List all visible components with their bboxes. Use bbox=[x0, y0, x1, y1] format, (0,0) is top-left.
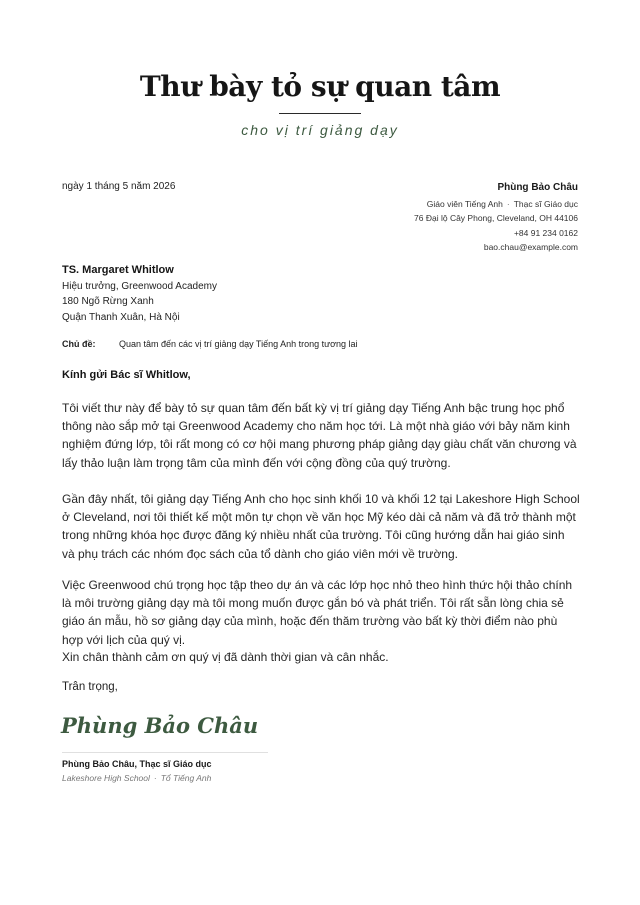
sender-credentials bbox=[414, 197, 578, 212]
subject-label: Chủ đề: bbox=[62, 339, 96, 349]
closing: Trân trọng, bbox=[62, 681, 118, 693]
recipient-name: TS. Margaret Whitlow bbox=[62, 264, 174, 276]
letter-date: ngày 1 tháng 5 năm 2026 bbox=[62, 181, 176, 192]
sender-phone: +84 91 234 0162 bbox=[513, 227, 578, 238]
body-paragraph-2: Gần đây nhất, tôi giảng dạy Tiếng Anh cho học sinh khối 10 và khối 12 tại Lakeshore High School ở Cleveland, nơi tôi thiết kế một môn tự chọn về văn học Mỹ kéo dài cả năm và đã trở thành một trong những khóa học được đăng ký nhiều nhất của trường. Tôi cũng hướng dẫn hai giáo sinh và phụ trách các nhóm đọc sách của tổ dành cho giáo viên mới về trường. bbox=[62, 492, 580, 561]
signature-department: Tổ Tiếng Anh bbox=[160, 773, 212, 783]
sender-degree: Thạc sĩ Giáo dục bbox=[513, 198, 578, 209]
handwritten-signature: Phùng Bảo Châu bbox=[61, 713, 259, 738]
recipient-line-2: 180 Ngõ Rừng Xanh bbox=[62, 296, 154, 307]
signature-name: Phùng Bảo Châu, Thạc sĩ Giáo dục bbox=[62, 759, 212, 769]
sender-title: Giáo viên Tiếng Anh bbox=[426, 198, 503, 209]
sender-name: Phùng Bảo Châu bbox=[497, 182, 578, 193]
letter-title: Thư bày tỏ sự quan tâm bbox=[139, 70, 501, 103]
separator-dot: · bbox=[153, 773, 157, 783]
greeting: Kính gửi Bác sĩ Whitlow, bbox=[62, 369, 191, 381]
signature-divider bbox=[62, 752, 268, 753]
body-paragraph-1: Tôi viết thư này để bày tỏ sự quan tâm đến bất kỳ vị trí giảng dạy Tiếng Anh bậc trung học phổ thông nào sắp mở tại Greenwood Academy cho năm học tới. Là một nhà giáo với bảy năm kinh nghiệm đứng lớp, tôi rất mong có cơ hội mang phương pháp giảng dạy giàu chất văn chương và lấy thảo luận làm trọng tâm của mình đến với cộng đồng của quý trường. bbox=[62, 401, 577, 470]
sender-block bbox=[414, 181, 578, 255]
sender-address: 76 Đại lộ Cây Phong, Cleveland, OH 44106 bbox=[414, 213, 578, 223]
title-divider bbox=[279, 113, 361, 114]
recipient-block bbox=[62, 263, 217, 325]
subject-text: Quan tâm đến các vị trí giảng dạy Tiếng Anh trong tương lai bbox=[119, 339, 358, 349]
separator-dot: · bbox=[506, 198, 510, 209]
body-paragraph-3: Việc Greenwood chú trọng học tập theo dự án và các lớp học nhỏ theo hình thức hội thảo chính là môi trường giảng dạy mà tôi mong muốn được gắn bó và phát triển. Tôi rất sẵn lòng chia sẻ giáo án mẫu, hồ sơ giảng dạy của mình, hoặc đến thăm trường vào bất kỳ thời điểm nào phù hợp với lịch của quý vị. bbox=[62, 578, 573, 647]
subject-line bbox=[62, 339, 358, 349]
letter-subtitle: cho vị trí giảng dạy bbox=[241, 122, 399, 138]
signature-school: Lakeshore High School bbox=[62, 773, 150, 783]
signature-affiliation bbox=[62, 773, 211, 783]
recipient-line-1: Hiệu trưởng, Greenwood Academy bbox=[62, 280, 217, 292]
body-paragraph-4: Xin chân thành cảm ơn quý vị đã dành thời gian và cân nhắc. bbox=[62, 650, 389, 664]
recipient-line-3: Quận Thanh Xuân, Hà Nội bbox=[62, 311, 180, 323]
sender-email: bao.chau@example.com bbox=[483, 242, 578, 252]
